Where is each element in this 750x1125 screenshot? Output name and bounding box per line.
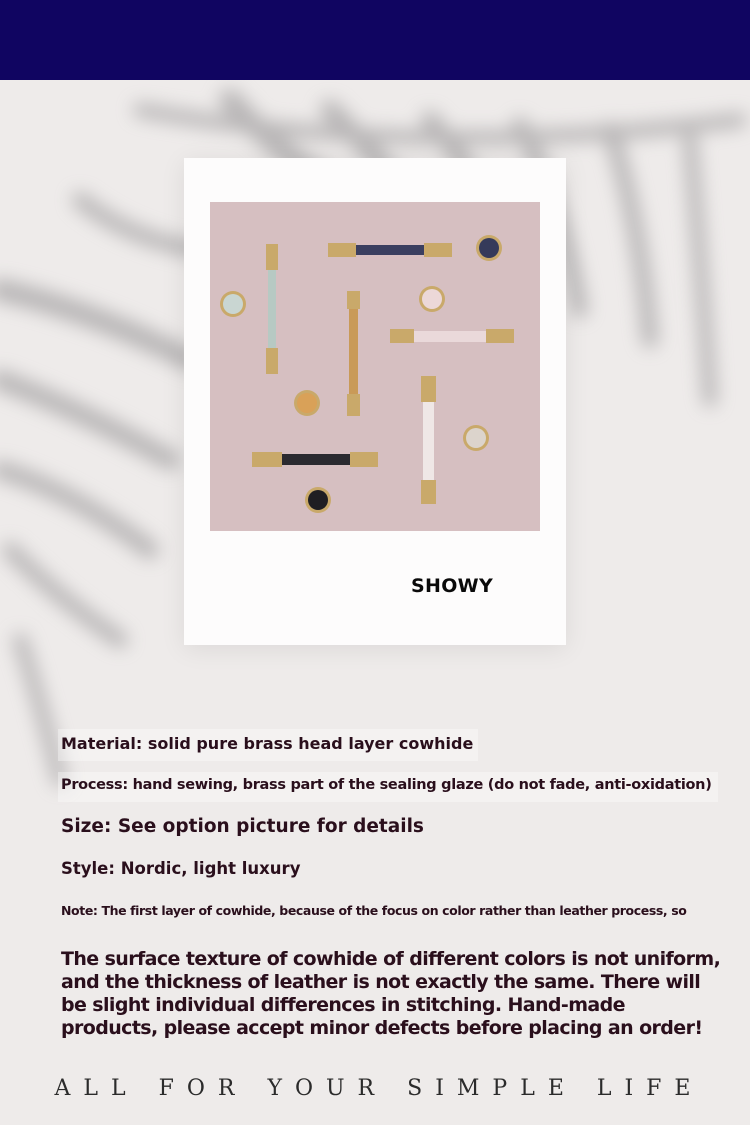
black-bar-handle <box>252 452 378 467</box>
footer-slogan: ALL FOR YOUR SIMPLE LIFE <box>54 1076 704 1101</box>
disclaimer-line: The surface texture of cowhide of different colors is not uniform, <box>61 948 721 970</box>
pink-bar-handle <box>390 329 514 343</box>
note-spec: Note: The first layer of cowhide, because of the focus on color rather than leather process, so <box>61 903 687 918</box>
size-spec: Size: See option picture for details <box>61 816 424 837</box>
material-spec: Material: solid pure brass head layer cowhide <box>61 734 474 753</box>
navy-bar-handle <box>328 243 452 257</box>
style-spec: Style: Nordic, light luxury <box>61 859 301 878</box>
disclaimer-line: be slight individual differences in stitching. Hand-made <box>61 994 625 1016</box>
product-card <box>184 158 566 645</box>
header-bar <box>0 0 750 80</box>
process-spec: Process: hand sewing, brass part of the sealing glaze (do not fade, anti-oxidation) <box>61 777 712 793</box>
product-caption: SHOWY <box>411 575 493 597</box>
cream-bar-handle <box>421 376 436 504</box>
leather-brass-handles-photo <box>210 202 540 531</box>
disclaimer-line: and the thickness of leather is not exactly the same. There will <box>61 971 701 993</box>
disclaimer-line: products, please accept minor defects before placing an order! <box>61 1017 703 1039</box>
